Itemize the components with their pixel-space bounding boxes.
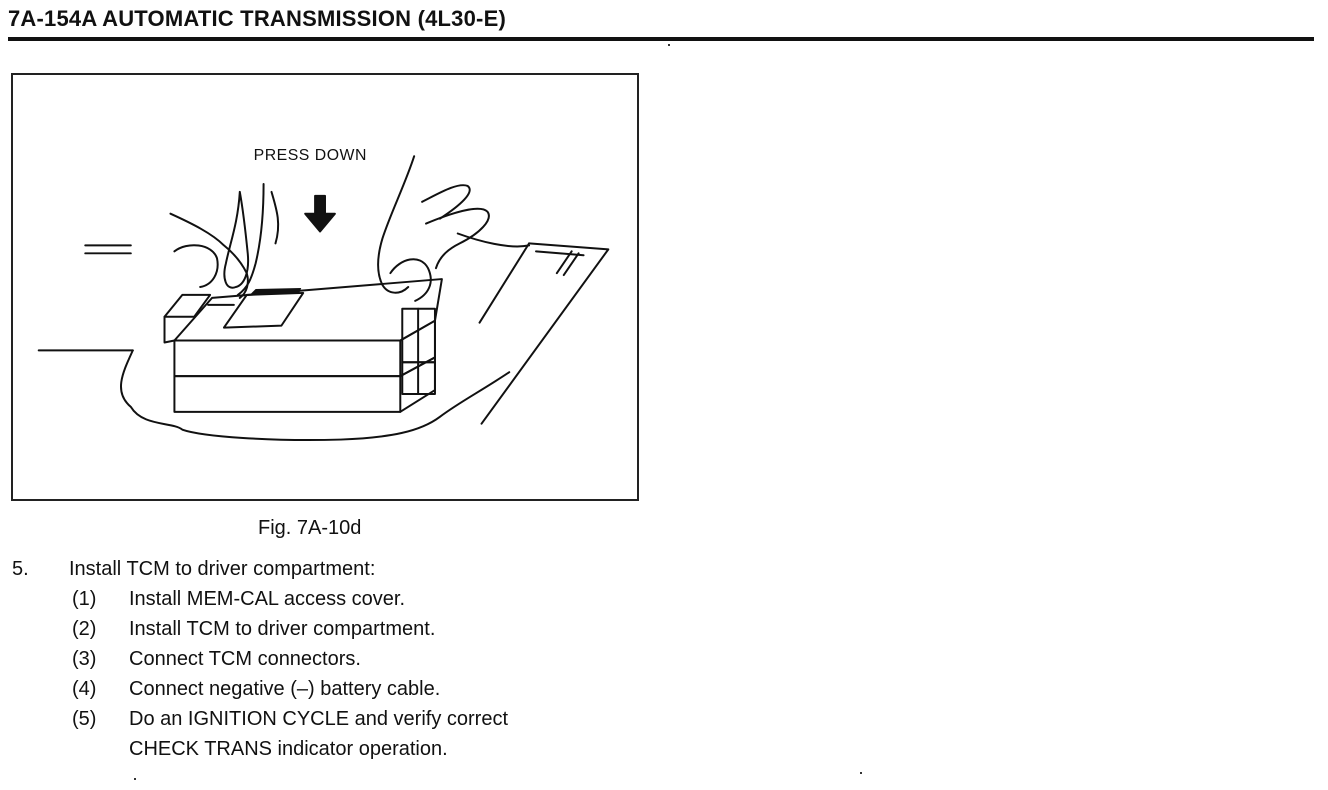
right-hand-lower — [426, 209, 489, 268]
tcm-lower-box — [174, 357, 435, 411]
substep-number: (3) — [72, 648, 97, 670]
substep-item — [72, 584, 672, 614]
substep-item — [72, 614, 672, 644]
step-number: 5. — [12, 558, 29, 580]
left-thumb — [174, 245, 217, 287]
header-rule — [8, 37, 1314, 41]
substep-text: Install MEM-CAL access cover. — [129, 588, 406, 610]
substep-item — [72, 644, 672, 674]
scan-speck — [134, 778, 136, 780]
panel-fold — [480, 243, 530, 322]
substep-item — [72, 704, 672, 764]
substep-number: (1) — [72, 588, 97, 610]
page-title: 7A-154A AUTOMATIC TRANSMISSION (4L30-E) — [8, 6, 506, 31]
substep-number: (4) — [72, 678, 97, 700]
substep-text: Do an IGNITION CYCLE and verify correct — [129, 708, 509, 730]
press-down-label: PRESS DOWN — [253, 147, 367, 165]
substep-list — [72, 584, 672, 764]
panel-slot-line-1 — [536, 251, 584, 255]
right-hand-upper — [422, 185, 470, 218]
left-clip-top — [165, 295, 211, 317]
panel-outline — [121, 350, 509, 440]
tcm-upper-box — [174, 321, 435, 376]
scan-speck — [668, 44, 670, 46]
scan-speck — [860, 772, 862, 774]
left-hand-outline — [170, 214, 247, 298]
substep-text: Install TCM to driver compartment. — [129, 618, 436, 640]
left-index-finger — [224, 192, 248, 288]
memcal-access-cover — [224, 293, 303, 328]
diagonal-panel-edge — [482, 243, 609, 423]
panel-slot-line-3 — [564, 253, 579, 275]
figure-caption: Fig. 7A-10d — [258, 517, 362, 539]
step-text: Install TCM to driver compartment: — [69, 558, 376, 580]
substep-text: Connect negative (–) battery cable. — [129, 678, 441, 700]
substep-text-continued: CHECK TRANS indicator operation. — [129, 738, 448, 760]
right-index-finger — [378, 156, 414, 292]
tcm-memcal-illustration — [13, 75, 637, 499]
figure-frame — [11, 73, 639, 501]
substep-number: (5) — [72, 708, 97, 730]
substep-number: (2) — [72, 618, 97, 640]
page-header — [8, 4, 1314, 34]
press-down-arrow-icon — [305, 196, 335, 232]
substep-item — [72, 674, 672, 704]
substep-text: Connect TCM connectors. — [129, 648, 361, 670]
